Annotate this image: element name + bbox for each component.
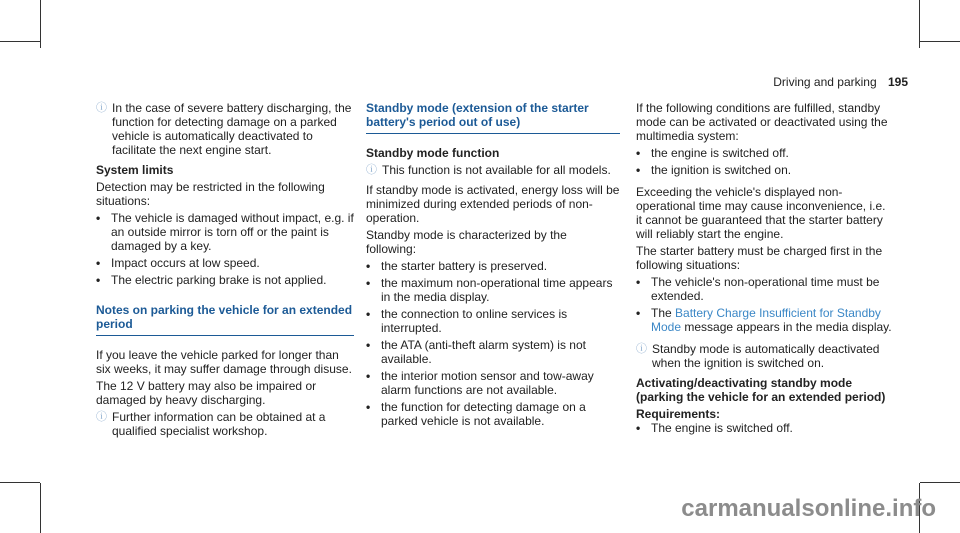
requirements-label: Requirements: <box>636 407 721 421</box>
paragraph: Exceeding the vehicle's displayed non-operational time may cause inconvenience, i.e. it cannot be guaranteed that the starter battery will reliably start the engine. <box>636 185 886 241</box>
paragraph: Standby mode is characterized by the following: <box>366 228 567 256</box>
crop-mark <box>0 482 40 483</box>
bullet-list <box>636 275 894 334</box>
list-item: • The vehicle is damaged without impact, e.g. if an outside mirror is torn off or the paint is damaged by a key. <box>96 211 354 253</box>
section-title: Driving and parking <box>773 75 877 89</box>
bullet-list <box>636 421 894 435</box>
paragraph: If standby mode is activated, energy loss will be minimized during extended periods of non-operation. <box>366 183 620 225</box>
list-item: • The engine is switched off. <box>636 421 793 435</box>
list-item: • the engine is switched off. <box>636 146 789 160</box>
watermark: carmanualsonline.info <box>681 495 936 522</box>
crop-mark <box>920 482 960 483</box>
info-note: ⓘ Standby mode is automatically deactivated when the ignition is switched on. <box>636 342 880 370</box>
paragraph: If you leave the vehicle parked for longer than six weeks, it may suffer damage through disuse. <box>96 348 352 376</box>
page-number: 195 <box>887 75 908 89</box>
info-note: ⓘ In the case of severe battery discharging, the function for detecting damage on a parked vehicle is automatically deactivated to facilitate the next engine start. <box>96 101 352 157</box>
list-item: • The Battery Charge Insufficient for Standby Mode message appears in the media display. <box>636 306 892 334</box>
crop-mark <box>0 41 40 42</box>
info-icon: ⓘ <box>636 343 647 355</box>
system-limits-heading: System limits <box>96 163 174 177</box>
section-heading: Notes on parking the vehicle for an extended period <box>96 303 354 336</box>
info-icon: ⓘ <box>96 102 107 114</box>
info-icon: ⓘ <box>96 411 107 423</box>
system-limits-text: Detection may be restricted in the following situations: <box>96 180 325 208</box>
list-item: • the function for detecting damage on a parked vehicle is not available. <box>366 400 586 428</box>
crop-mark <box>40 483 41 533</box>
list-item: • the maximum non-operational time appears in the media display. <box>366 276 613 304</box>
page-header <box>773 75 908 89</box>
crop-mark <box>920 41 960 42</box>
bullet-list <box>96 211 354 287</box>
paragraph: The 12 V battery may also be impaired or damaged by heavy discharging. <box>96 379 317 407</box>
list-item: • the interior motion sensor and tow-away alarm functions are not available. <box>366 369 594 397</box>
section-heading: Standby mode (extension of the starter battery's period out of use) <box>366 101 620 134</box>
crop-mark <box>40 0 41 48</box>
column-2 <box>366 101 620 436</box>
list-item: • The vehicle's non-operational time must be extended. <box>636 275 880 303</box>
list-item: • the ignition is switched on. <box>636 163 792 177</box>
info-note: ⓘ Further information can be obtained at a qualified specialist workshop. <box>96 410 326 438</box>
crop-mark <box>919 0 920 48</box>
column-1 <box>96 101 354 444</box>
activating-heading: Activating/deactivating standby mode (parking the vehicle for an extended period) <box>636 376 886 404</box>
bullet-list <box>636 146 894 177</box>
list-item: • the connection to online services is interrupted. <box>366 307 568 335</box>
list-item: • The electric parking brake is not applied. <box>96 273 327 287</box>
column-3 <box>636 101 894 443</box>
list-item: • the starter battery is preserved. <box>366 259 548 273</box>
paragraph: The starter battery must be charged first in the following situations: <box>636 244 883 272</box>
list-item: • Impact occurs at low speed. <box>96 256 260 270</box>
display-message-text: Battery Charge Insufficient for Standby Mode <box>651 306 881 334</box>
bullet-list <box>366 259 620 428</box>
paragraph: If the following conditions are fulfilled, standby mode can be activated or deactivated using the multimedia system: <box>636 101 888 143</box>
info-note: ⓘ This function is not available for all models. <box>366 163 611 177</box>
subheading: Standby mode function <box>366 146 500 160</box>
list-item: • the ATA (anti-theft alarm system) is not available. <box>366 338 586 366</box>
info-icon: ⓘ <box>366 164 377 176</box>
